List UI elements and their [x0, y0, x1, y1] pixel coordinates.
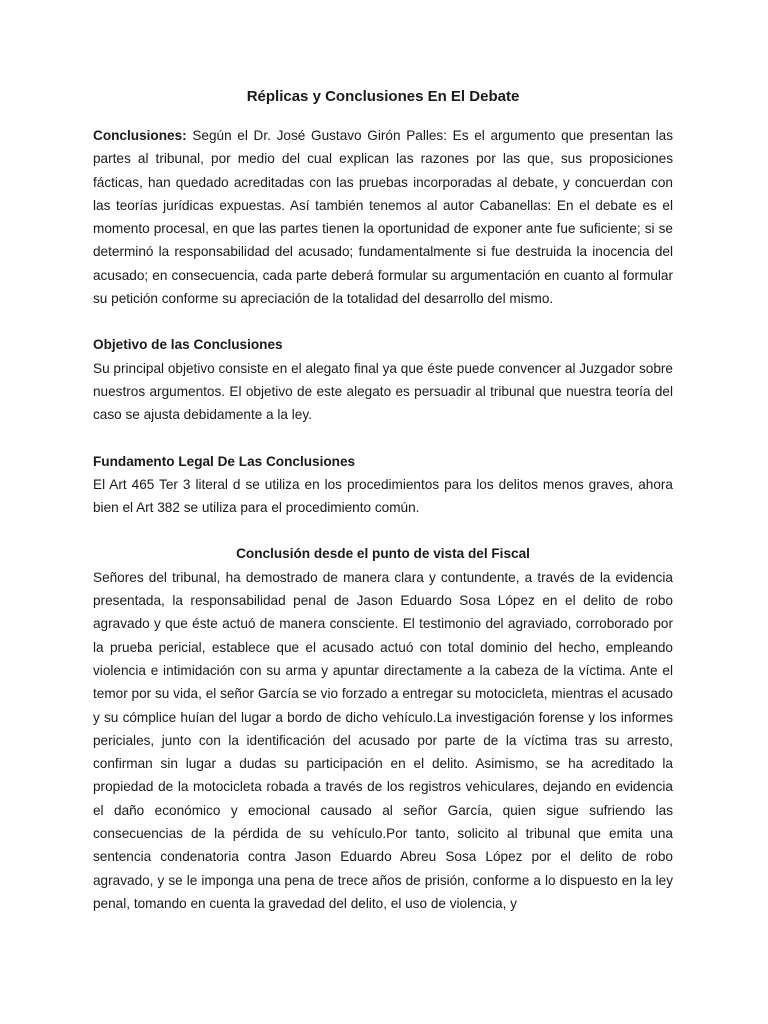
objetivo-heading: Objetivo de las Conclusiones — [93, 337, 283, 353]
fundamento-heading: Fundamento Legal De Las Conclusiones — [93, 453, 356, 469]
section-spacer — [93, 427, 673, 450]
fundamento-text: El Art 465 Ter 3 literal d se utiliza en los procedimientos para los delitos menos graves, ahora bien el Art 382 se utiliza para el procedimiento común. — [93, 476, 673, 516]
document-title: Réplicas y Conclusiones En El Debate — [246, 88, 520, 105]
section-spacer — [93, 310, 673, 333]
conclusiones-label: Conclusiones: — [93, 128, 187, 143]
fiscal-heading: Conclusión desde el punto de vista del Fiscal — [236, 546, 530, 562]
section-spacer — [93, 519, 673, 542]
document-page — [93, 84, 673, 915]
fiscal-text: Señores del tribunal, ha demostrado de manera clara y contundente, a través de la evidencia presentada, la responsabilidad penal de Jason Eduardo Sosa López en el delito de robo agravado y que éste actuó de manera consciente. El testimonio del agraviado, corroborado por la prueba pericial, establece que el acusado actuó con total dominio del hecho, empleando violencia e intimidación con su arma y apuntar directamente a la cabeza de la víctima. Ante el temor por su vida, el señor García se vio forzado a entregar su motocicleta, mientras el acusado y su cómplice huían del lugar a bordo de dicho vehículo.La investigación forense y los informes periciales, junto con la identificación del acusado por parte de la víctima tras su arresto, confirman sin lugar a dudas su participación en el delito. Asimismo, se ha acreditado la propiedad de la motocicleta robada a través de los registros vehiculares, dejando en evidencia el daño económico y emocional causado al señor García, quien sigue sufriendo las consecuencias de la pérdida de su vehículo.Por tanto, solicito al tribunal que emita una sentencia condenatoria contra Jason Eduardo Abreu Sosa López por el delito de robo agravado, y se le imponga una pena de trece años de prisión, conforme a lo dispuesto en la ley penal, tomando en cuenta la gravedad del delito, el uso de violencia, y — [93, 569, 673, 911]
conclusiones-paragraph — [93, 124, 673, 310]
objetivo-text: Su principal objetivo consiste en el alegato final ya que éste puede convencer al Juzgador sobre nuestros argumentos. El objetivo de este alegato es persuadir al tribunal que nuestra teoría del caso se ajusta debidamente a la ley. — [93, 360, 673, 423]
conclusiones-text: Según el Dr. José Gustavo Girón Palles: Es el argumento que presentan las partes al tribunal, por medio del cual explican las razones por las que, sus proposiciones fácticas, han quedado acreditadas con las pruebas incorporadas al debate, y concuerdan con las teorías jurídicas expuestas. Así también tenemos al autor Cabanellas: En el debate es el momento procesal, en que las partes tienen la oportunidad de exponer ante fue suficiente; si se determinó la responsabilidad del acusado; fundamentalmente si fue destruida la inocencia del acusado; en consecuencia, cada parte deberá formular su argumentación en cuanto al formular su petición conforme su apreciación de la totalidad del desarrollo del mismo. — [93, 128, 673, 307]
